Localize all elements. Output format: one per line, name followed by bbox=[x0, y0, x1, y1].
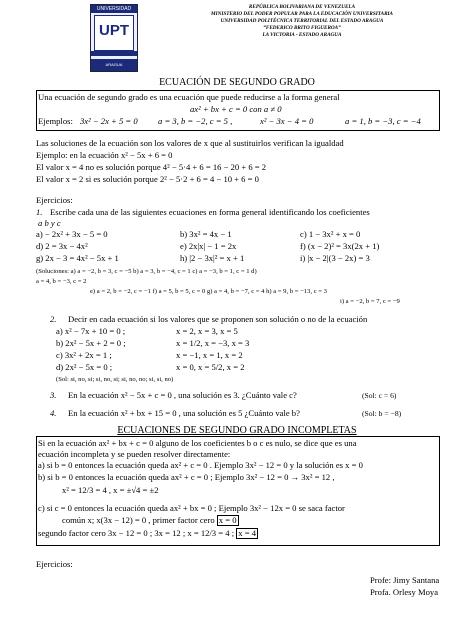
exercise-3-solution: (Sol: c = 6) bbox=[362, 391, 397, 400]
exercise-1-item-a: a) − 2x² + 3x − 5 = 0 bbox=[36, 229, 108, 239]
teacher-1: Profe: Jimy Santana bbox=[370, 575, 440, 585]
incomplete-line-7-text: común x; x(3x − 12) = 0 , primer factor cero bbox=[62, 515, 215, 525]
exercise-3-number: 3. bbox=[50, 390, 57, 400]
incomplete-line-5: x² = 12/3 = 4 , x = ±√4 = ±2 bbox=[62, 485, 159, 495]
exercise-1-item-g: g) 2x − 3 = 4x² − 5x + 1 bbox=[36, 253, 119, 263]
exercise-1-item-b: b) 3x² = 4x − 1 bbox=[180, 229, 232, 239]
solutions-line-2: Ejemplo: en la ecuación x² − 5x + 6 = 0 bbox=[36, 150, 173, 160]
second-factor-result: x = 4 bbox=[238, 528, 256, 538]
exercise-4-text: En la ecuación x² + bx + 15 = 0 , una solución es 5 ¿Cuánto vale b? bbox=[68, 408, 300, 418]
logo-bar bbox=[91, 51, 137, 56]
exercise-3-text: En la ecuación x² − 5x + c = 0 , una solución es 3. ¿Cuánto vale c? bbox=[68, 390, 297, 400]
exercise-1-item-c: c) 1 − 3x² + x = 0 bbox=[300, 229, 361, 239]
page-title: ECUACIÓN DE SEGUNDO GRADO bbox=[159, 77, 315, 88]
exercise-2-item-a-vals: x = 2, x = 3, x = 5 bbox=[176, 326, 238, 336]
solutions-line-1: Las soluciones de la ecuación son los valores de x que al sustituirlos verifican la igualdad bbox=[36, 138, 344, 148]
exercise-4-solution: (Sol: b = −8) bbox=[362, 409, 402, 418]
header-line-5: LA VICTORIA - ESTADO ARAGUA bbox=[262, 32, 342, 38]
exercise-1-item-d: d) 2 = 3x − 4x² bbox=[36, 241, 88, 251]
incomplete-line-8-text: segundo factor cero 3x − 12 = 0 ; 3x = 12 ; x = 12/3 = 4 ; bbox=[38, 528, 235, 538]
incomplete-line-7 bbox=[62, 515, 239, 526]
exercise-2-item-d-vals: x = 0, x = 5/2, x = 2 bbox=[176, 362, 245, 372]
exercise-1-number: 1. bbox=[36, 207, 43, 217]
incomplete-line-4: b) si b = 0 entonces la ecuación queda ax² + c = 0 ; Ejemplo 3x² − 12 = 0 → 3x² = 12 , bbox=[38, 472, 335, 482]
general-form: ax² + bx + c = 0 con a ≠ 0 bbox=[190, 104, 282, 114]
header-line-2: MINISTERIO DEL PODER POPULAR PARA LA EDUCACIÓN UNIVERSITARIA bbox=[210, 11, 394, 17]
definition-line-1: Una ecuación de segundo grado es una ecuación que puede reducirse a la forma general bbox=[38, 92, 340, 102]
exercise-1-item-i: i) |x − 2|(3 − 2x) = 3 bbox=[300, 253, 370, 263]
exercise-2-number: 2. bbox=[50, 314, 57, 324]
logo-top-text: UNIVERSIDAD bbox=[91, 5, 137, 13]
teacher-2: Profa. Orlesy Moya bbox=[370, 587, 439, 597]
exercise-1-solutions-3: e) a = 2, b = −2, c = −1 f) a = 5, b = 5, c = 0 g) a = 4, b = −7, c = 4 h) a = 9, b = −13, c = 3 bbox=[90, 288, 327, 295]
exercise-2-item-c-eq: c) 3x² + 2x = 1 ; bbox=[56, 350, 112, 360]
exercise-1-item-h: h) |2 − 3x|² = x + 1 bbox=[180, 253, 245, 263]
incomplete-line-3: a) si b = 0 entonces la ecuación queda ax² + c = 0 . Ejemplo 3x² − 12 = 0 y la solución es x = 0 bbox=[38, 460, 363, 470]
exercises-label: Ejercicios: bbox=[36, 195, 73, 205]
exercise-1-solutions-1: (Soluciones: a) a = −2, b = 3, c = −5 b) a = 3, b = −4, c = 1 c) a = −3, b = 1, c = 1 d) bbox=[36, 268, 257, 275]
example-2-coefficients: a = 1, b = −3, c = −4 bbox=[345, 116, 421, 126]
exercise-2-item-c-vals: x = −1, x = 1, x = 2 bbox=[176, 350, 243, 360]
exercise-1-item-e: e) 2x|x| − 1 = 2x bbox=[180, 241, 237, 251]
section-title-incomplete: ECUACIONES DE SEGUNDO GRADO INCOMPLETAS bbox=[117, 425, 357, 436]
example-1-coefficients: a = 3, b = −2, c = 5 , bbox=[158, 116, 233, 126]
first-factor-result: x = 0 bbox=[218, 515, 237, 525]
exercises-label-2: Ejercicios: bbox=[36, 559, 73, 569]
incomplete-line-8 bbox=[38, 528, 258, 539]
exercise-1-abc: a b y c bbox=[38, 218, 61, 228]
solutions-line-3: El valor x = 4 no es solución porque 4² − 5·4 + 6 = 16 − 20 + 6 = 2 bbox=[36, 162, 267, 172]
examples-label: Ejemplos: bbox=[38, 116, 73, 126]
exercise-1-solutions-2: a = 4, b = −3, c = 2 bbox=[36, 278, 87, 285]
exercise-1-item-f: f) (x − 2)² = 3x(2x + 1) bbox=[300, 241, 380, 251]
logo-emblem bbox=[94, 15, 134, 51]
incomplete-line-2: ecuación incompleta y se pueden resolver directamente: bbox=[38, 449, 231, 459]
solutions-line-4: El valor x = 2 si es solución porque 2² − 5·2 + 6 = 4 − 10 + 6 = 0 bbox=[36, 174, 259, 184]
logo-upt-text: UPT bbox=[99, 22, 129, 39]
example-2: x² − 3x − 4 = 0 bbox=[260, 116, 314, 126]
exercise-4-number: 4. bbox=[50, 408, 57, 418]
university-logo bbox=[90, 4, 138, 72]
logo-foot-text: ARAGUA bbox=[91, 59, 137, 71]
incomplete-line-1: Si en la ecuación ax² + bx + c = 0 alguno de los coeficientes b o c es nulo, se dice que es una bbox=[38, 438, 357, 448]
exercise-2-text: Decir en cada ecuación si los valores que se proponen son solución o no de la ecuación bbox=[68, 314, 368, 324]
exercise-2-item-a-eq: a) x² − 7x + 10 = 0 ; bbox=[56, 326, 126, 336]
example-1: 3x² − 2x + 5 = 0 bbox=[80, 116, 138, 126]
exercise-1-text: Escribe cada una de las siguientes ecuaciones en forma general identificando los coeficientes bbox=[50, 207, 370, 217]
exercise-2-item-d-eq: d) 2x² − 5x = 0 ; bbox=[56, 362, 113, 372]
header-line-4: “FEDERICO BRITO FIGUEROA” bbox=[263, 25, 341, 31]
exercise-2-item-b-vals: x = 1/2, x = −3, x = 3 bbox=[176, 338, 250, 348]
header-line-1: REPÚBLICA BOLIVARIANA DE VENEZUELA bbox=[248, 4, 356, 10]
incomplete-line-6: c) si c = 0 entonces la ecuación queda ax² + bx = 0 ; Ejemplo 3x² − 12x = 0 se saca factor bbox=[38, 503, 345, 513]
exercise-1-solutions-4: i) a = −2, b = 7, c = −9 bbox=[340, 298, 400, 305]
exercise-2-solutions: (Sol: si, no, si; si, no, si; si, no, no; si, si, no) bbox=[56, 376, 174, 383]
exercise-2-item-b-eq: b) 2x² − 5x + 2 = 0 ; bbox=[56, 338, 126, 348]
header-line-3: UNIVERSIDAD POLITÉCNICA TERRITORIAL DEL ESTADO ARAGUA bbox=[220, 18, 384, 24]
